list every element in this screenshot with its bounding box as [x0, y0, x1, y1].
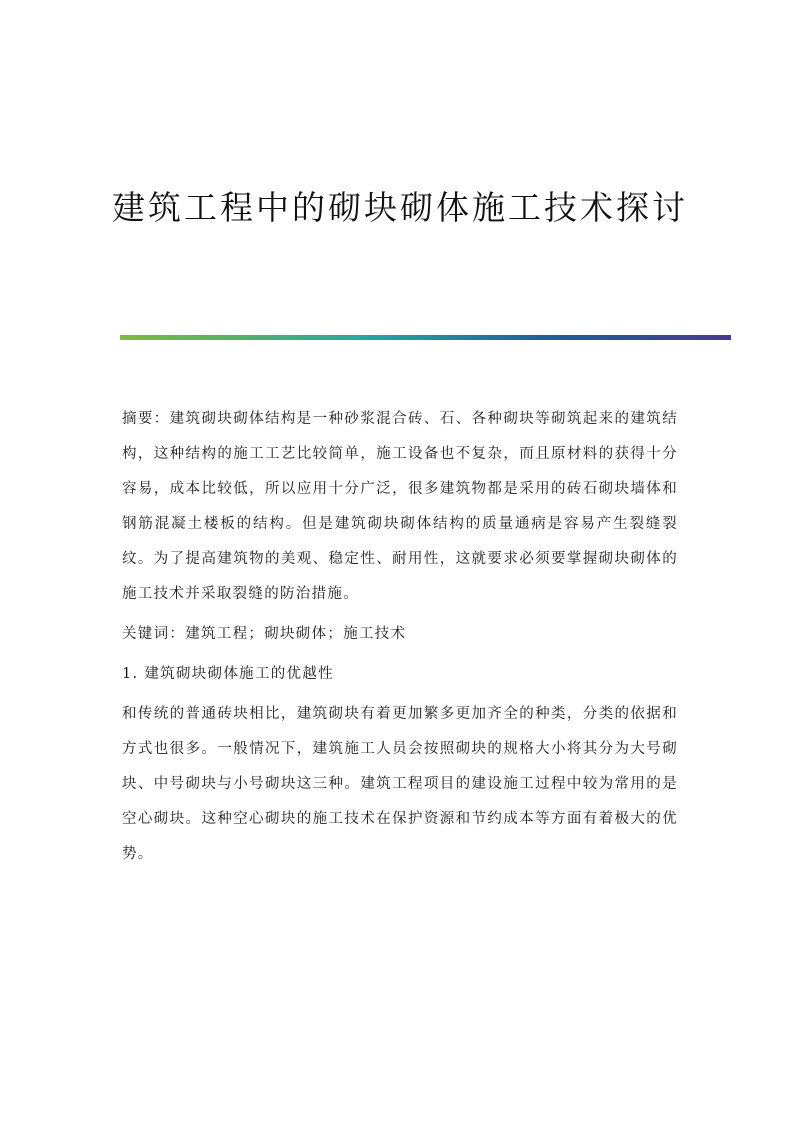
- document-body: [122, 402, 678, 877]
- title-divider: [120, 335, 731, 340]
- document-title: 建筑工程中的砌块砌体施工技术探讨: [112, 188, 688, 227]
- keywords-line: 关键词：建筑工程；砌块砌体；施工技术: [122, 626, 407, 642]
- section-heading: 1. 建筑砌块砌体施工的优越性: [122, 666, 334, 682]
- section-body-paragraph: 和传统的普通砖块相比，建筑砌块有着更加繁多更加齐全的种类，分类的依据和方式也很多。一般情况下，建筑施工人员会按照砌块的规格大小将其分为大号砌块、中号砌块与小号砌块这三种。建筑工程项目的建设施工过程中较为常用的是空心砌块。这种空心砌块的施工技术在保护资源和节约成本等方面有着极大的优势。: [122, 706, 678, 862]
- abstract-paragraph: 摘要：建筑砌块砌体结构是一种砂浆混合砖、石、各种砌块等砌筑起来的建筑结构，这种结构的施工工艺比较简单，施工设备也不复杂，而且原材料的获得十分容易，成本比较低，所以应用十分广泛，很多建筑物都是采用的砖石砌块墙体和钢筋混凝土楼板的结构。但是建筑砌块砌体结构的质量通病是容易产生裂缝裂纹。为了提高建筑物的美观、稳定性、耐用性，这就要求必须要掌握砌块砌体的施工技术并采取裂缝的防治措施。: [122, 411, 678, 602]
